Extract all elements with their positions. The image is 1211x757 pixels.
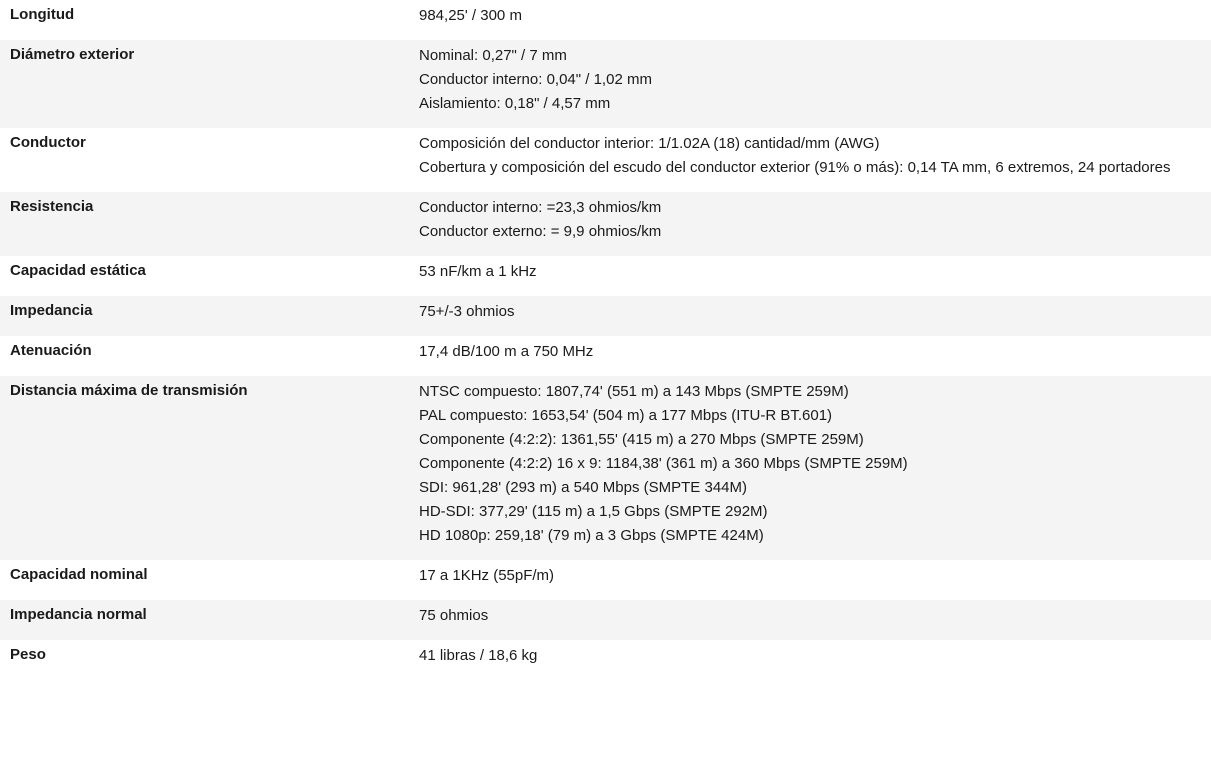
spec-label: Longitud [10,6,75,23]
spec-value-line: Composición del conductor interior: 1/1.02A (18) cantidad/mm (AWG) [419,135,880,152]
spec-label: Peso [10,646,46,663]
spec-value-line: HD 1080p: 259,18' (79 m) a 3 Gbps (SMPTE 424M) [419,527,764,544]
spec-value-line: SDI: 961,28' (293 m) a 540 Mbps (SMPTE 344M) [419,479,748,496]
spec-values [419,564,1211,588]
spec-value-line: Conductor interno: 0,04" / 1,02 mm [419,71,652,88]
spec-value-line: Componente (4:2:2) 16 x 9: 1184,38' (361 m) a 360 Mbps (SMPTE 259M) [419,455,908,472]
spec-values [419,196,1211,244]
spec-values [419,132,1211,180]
spec-row [0,336,1211,376]
spec-values [419,44,1211,116]
spec-label: Resistencia [10,198,94,215]
spec-value-line: Conductor externo: = 9,9 ohmios/km [419,223,662,240]
spec-value-line: 53 nF/km a 1 kHz [419,263,537,280]
spec-value-line: 75 ohmios [419,607,489,624]
spec-label: Impedancia normal [10,606,147,623]
spec-value-line: Cobertura y composición del escudo del conductor exterior (91% o más): 0,14 TA mm, 6 extremos, 24 portadores [419,159,1171,176]
spec-row [0,0,1211,40]
spec-value-line: Aislamiento: 0,18" / 4,57 mm [419,95,611,112]
spec-value-line: NTSC compuesto: 1807,74' (551 m) a 143 Mbps (SMPTE 259M) [419,383,849,400]
spec-label: Impedancia [10,302,93,319]
spec-values [419,340,1211,364]
spec-values [419,4,1211,28]
spec-row [0,640,1211,680]
spec-row [0,376,1211,560]
spec-row [0,600,1211,640]
spec-values [419,644,1211,668]
spec-row [0,296,1211,336]
spec-values [419,604,1211,628]
spec-label: Diámetro exterior [10,46,135,63]
spec-row [0,192,1211,256]
spec-label: Capacidad estática [10,262,146,279]
spec-label: Distancia máxima de transmisión [10,382,248,399]
spec-value-line: 75+/-3 ohmios [419,303,515,320]
spec-value-line: 984,25' / 300 m [419,7,522,24]
spec-value-line: 17,4 dB/100 m a 750 MHz [419,343,594,360]
spec-value-line: Componente (4:2:2): 1361,55' (415 m) a 270 Mbps (SMPTE 259M) [419,431,864,448]
spec-label: Atenuación [10,342,92,359]
spec-value-line: Nominal: 0,27" / 7 mm [419,47,567,64]
spec-values [419,300,1211,324]
spec-value-line: 17 a 1KHz (55pF/m) [419,567,555,584]
spec-values [419,380,1211,548]
spec-row [0,128,1211,192]
spec-row [0,256,1211,296]
spec-row [0,40,1211,128]
spec-value-line: PAL compuesto: 1653,54' (504 m) a 177 Mbps (ITU-R BT.601) [419,407,833,424]
spec-value-line: HD-SDI: 377,29' (115 m) a 1,5 Gbps (SMPTE 292M) [419,503,768,520]
spec-label: Conductor [10,134,86,151]
spec-row [0,560,1211,600]
spec-value-line: 41 libras / 18,6 kg [419,647,538,664]
spec-label: Capacidad nominal [10,566,148,583]
spec-value-line: Conductor interno: =23,3 ohmios/km [419,199,662,216]
spec-values [419,260,1211,284]
